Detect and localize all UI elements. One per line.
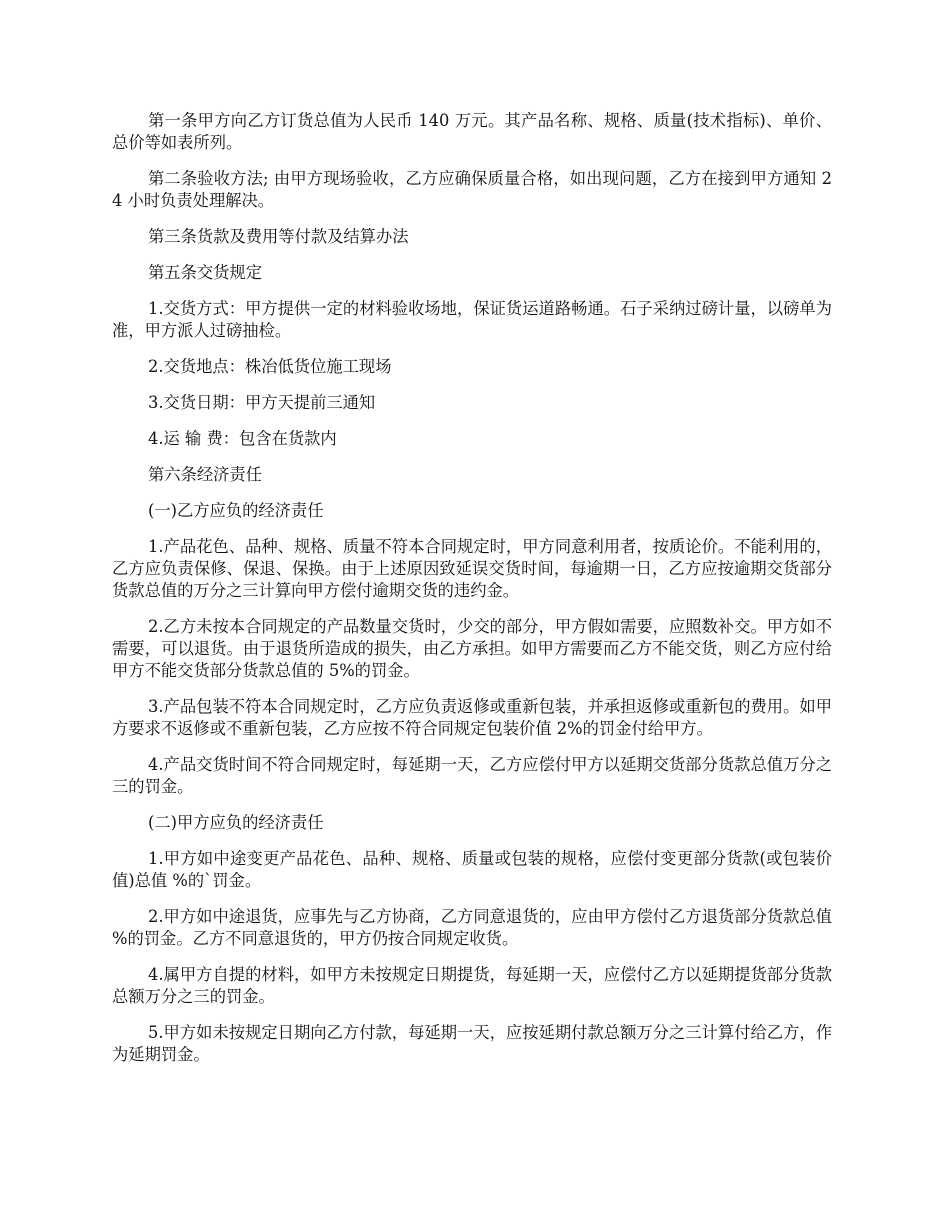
party-b-liability-item-2: 2.乙方未按本合同规定的产品数量交货时，少交的部分，甲方假如需要，应照数补交。甲方如不需要，可以退货。由于退货所造成的损失，由乙方承担。如甲方需要而乙方不能交货，则乙方应付给甲方不能交货部分货款总值的 5%的罚金。 xyxy=(112,617,832,680)
clause-2-acceptance-method: 第二条验收方法; 由甲方现场验收，乙方应确保质量合格，如出现问题，乙方在接到甲方通知 24 小时负责处理解决。 xyxy=(112,169,832,210)
clause-1-order-value: 第一条甲方向乙方订货总值为人民币 140 万元。其产品名称、规格、质量(技术指标)、单价、总价等如表所列。 xyxy=(112,111,832,152)
party-b-liability-item-4: 4.产品交货时间不符合同规定时，每延期一天，乙方应偿付甲方以延期交货部分货款总值万分之三的罚金。 xyxy=(112,755,832,796)
party-a-liability-item-2: 2.甲方如中途退货，应事先与乙方协商，乙方同意退货的，应由甲方偿付乙方退货部分货款总值 %的罚金。乙方不同意退货的，甲方仍按合同规定收货。 xyxy=(112,907,832,948)
document-body xyxy=(112,110,832,1080)
clause-5-delivery-rules: 第五条交货规定 xyxy=(148,263,262,282)
party-b-liability-item-1: 1.产品花色、品种、规格、质量不符本合同规定时，甲方同意利用者，按质论价。不能利用的，乙方应负责保修、保退、保换。由于上述原因致延误交货时间，每逾期一日，乙方应按逾期交货部分货款总值的万分之三计算向甲方偿付逾期交货的违约金。 xyxy=(112,537,832,600)
delivery-date: 3.交货日期：甲方天提前三通知 xyxy=(148,393,376,412)
party-a-liability-item-5: 5.甲方如未按规定日期向乙方付款，每延期一天，应按延期付款总额万分之三计算付给乙方，作为延期罚金。 xyxy=(112,1023,832,1064)
delivery-method: 1.交货方式：甲方提供一定的材料验收场地，保证货运道路畅通。石子采纳过磅计量，以磅单为准，甲方派人过磅抽检。 xyxy=(112,299,832,340)
party-a-liability-heading: (二)甲方应负的经济责任 xyxy=(148,813,324,832)
party-b-liability-heading: (一)乙方应负的经济责任 xyxy=(148,501,324,520)
delivery-location: 2.交货地点：株冶低货位施工现场 xyxy=(148,357,392,376)
party-a-liability-item-1: 1.甲方如中途变更产品花色、品种、规格、质量或包装的规格，应偿付变更部分货款(或包装价值)总值 %的`罚金。 xyxy=(112,849,832,890)
clause-3-payment-settlement: 第三条货款及费用等付款及结算办法 xyxy=(148,227,409,246)
party-a-liability-item-4: 4.属甲方自提的材料，如甲方未按规定日期提货，每延期一天，应偿付乙方以延期提货部分货款总额万分之三的罚金。 xyxy=(112,965,832,1006)
transport-fee: 4.运 输 费：包含在货款内 xyxy=(148,429,337,448)
clause-6-economic-liability: 第六条经济责任 xyxy=(148,465,262,484)
party-b-liability-item-3: 3.产品包装不符本合同规定时，乙方应负责返修或重新包装，并承担返修或重新包的费用。如甲方要求不返修或不重新包装，乙方应按不符合同规定包装价值 2%的罚金付给甲方。 xyxy=(112,697,832,738)
